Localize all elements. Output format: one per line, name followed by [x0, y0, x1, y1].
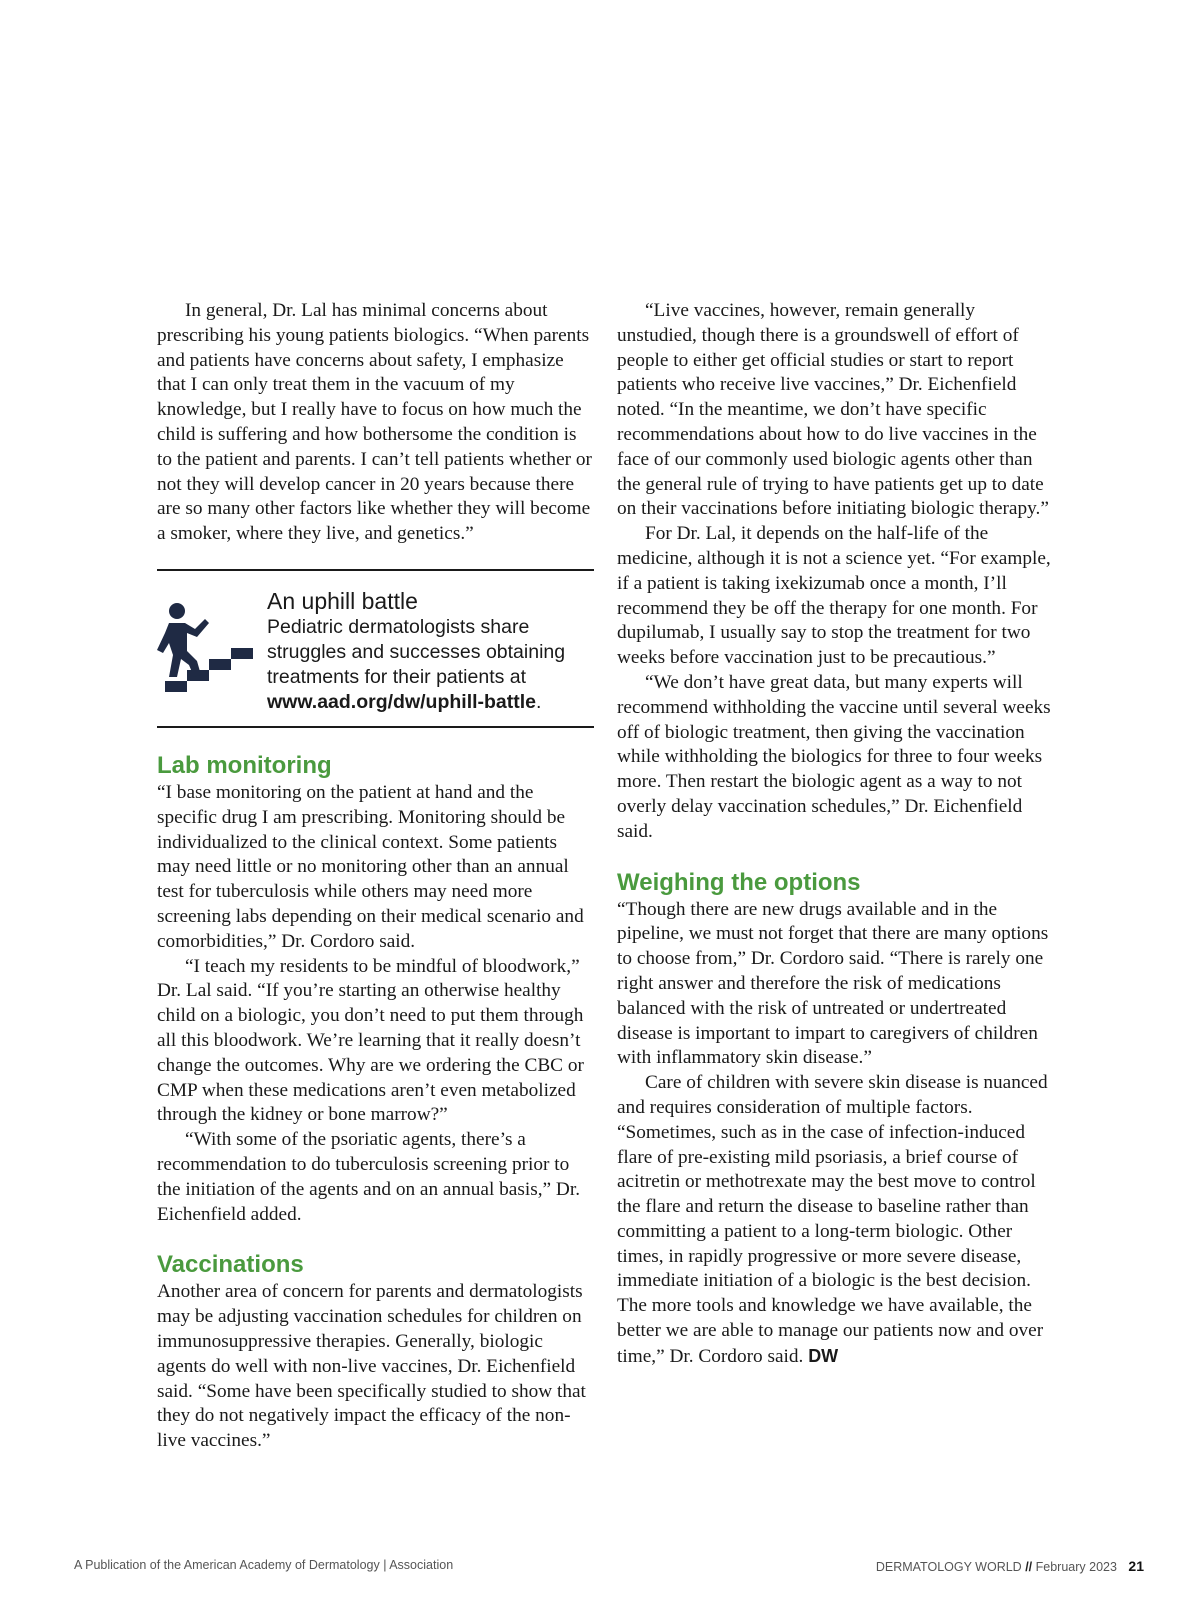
weighing-options-heading: Weighing the options [617, 868, 861, 896]
withholding-paragraph: “We don’t have great data, but many experts will recommend withholding the vaccine until several weeks off of biologic treatment, then giving the vaccination while withholding the biologics for three to four weeks more. Then restart the biologic agent as a way to not overly delay vaccination schedules,” Dr. Eichenfield said. [617, 671, 1051, 842]
footer-publication-name: DERMATOLOGY WORLD [875, 1560, 1022, 1574]
lab-monitoring-heading: Lab monitoring [157, 751, 332, 779]
left-column [157, 299, 594, 1454]
intro-paragraph: In general, Dr. Lal has minimal concerns about prescribing his young patients biologics. “When parents and patients have concerns about safety, I emphasize that I can only treat them in the vacuum of my knowledge, but I really have to focus on how much the child is suffering and how bothersome the condition is to the patient and parents. I can’t tell patients whether or not they will develop cancer in 20 years because there are so many other factors like whether they will become a smoker, where they live, and genetics.” [157, 300, 592, 545]
callout-link-suffix: . [536, 690, 542, 713]
callout-description: Pediatric dermatologists share struggles and successes obtaining treatments for their patients at [267, 615, 566, 688]
end-signature: DW [808, 1345, 839, 1366]
callout-body [267, 615, 594, 715]
weighing-paragraph-2 [617, 1071, 1055, 1370]
stairs-climber-icon [157, 599, 267, 699]
half-life-paragraph: For Dr. Lal, it depends on the half-life of the medicine, although it is not a science yet. “For example, if a patient is taking ixekizumab once a month, I’ll recommend they be off the therapy for one month. For dupilumab, I usually say to stop the treatment for two weeks before vaccination just to be precautious.” [617, 523, 1051, 669]
footer-separator: // [1025, 1560, 1033, 1574]
lab-monitoring-paragraph-3: “With some of the psoriatic agents, there’s a recommendation to do tuberculosis screening prior to the initiation of the agents and on an annual basis,” Dr. Eichenfield added. [157, 1129, 581, 1225]
uphill-battle-link[interactable]: www.aad.org/dw/uphill-battle [267, 690, 537, 713]
callout-title: An uphill battle [267, 587, 418, 614]
footer-date: February 2023 [1035, 1560, 1117, 1574]
vaccinations-heading: Vaccinations [157, 1251, 304, 1279]
right-column [617, 299, 1055, 1370]
footer-issue [876, 1558, 1144, 1574]
footer-publisher: A Publication of the American Academy of Dermatology | Association [74, 1558, 454, 1572]
callout-text [267, 587, 594, 715]
callout-box [157, 569, 594, 728]
live-vaccines-paragraph: “Live vaccines, however, remain generally unstudied, though there is a groundswell of effort of people to either get official studies or start to report patients who receive live vaccines,” Dr. Eichenfield noted. “In the meantime, we don’t have specific recommendations about how to do live vaccines in the face of our commonly used biologic agents other than the general rule of trying to have patients get up to date on their vaccinations before initiating biologic therapy.” [617, 300, 1049, 520]
lab-monitoring-paragraph-1: “I base monitoring on the patient at hand and the specific drug I am prescribing. Monitoring should be individualized to the clinical context. Some patients may need little or no monitoring other than an annual test for tuberculosis while others may need more screening labs depending on their medical scenario and comorbidities,” Dr. Cordoro said. [157, 781, 584, 952]
page-number: 21 [1128, 1558, 1144, 1574]
weighing-paragraph-1: “Though there are new drugs available and in the pipeline, we must not forget that there are many options to choose from,” Dr. Cordoro said. “There is rarely one right answer and therefore the risk of medications balanced with the risk of untreated or undertreated disease is important to impart to caregivers of children with inflammatory skin disease.” [617, 898, 1049, 1069]
weighing-paragraph-2-text: Care of children with severe skin disease is nuanced and requires consideration of multiple factors. “Sometimes, such as in the case of infection-induced flare of pre-existing mild psoriasis, a brief course of acitretin or methotrexate may the best move to control the flare and return the disease to baseline rather than committing a patient to a long-term biologic. Other times, in rapidly progressive or more severe disease, immediate initiation of a biologic is the best decision. The more tools and knowledge we have available, the better we are able to manage our patients now and over time,” Dr. Cordoro said. [617, 1072, 1048, 1367]
vaccinations-paragraph-1: Another area of concern for parents and dermatologists may be adjusting vaccination schedules for children on immunosuppressive therapies. Generally, biologic agents do well with non-live vaccines, Dr. Eichenfield said. “Some have been specifically studied to show that they do not negatively impact the efficacy of the non-live vaccines.” [157, 1281, 586, 1452]
lab-monitoring-paragraph-2: “I teach my residents to be mindful of bloodwork,” Dr. Lal said. “If you’re starting an otherwise healthy child on a biologic, you don’t need to put them through all this bloodwork. We’re learning that it really doesn’t change the outcomes. Why are we ordering the CBC or CMP when these medications aren’t even metabolized through the kidney or bone marrow?” [157, 955, 584, 1126]
